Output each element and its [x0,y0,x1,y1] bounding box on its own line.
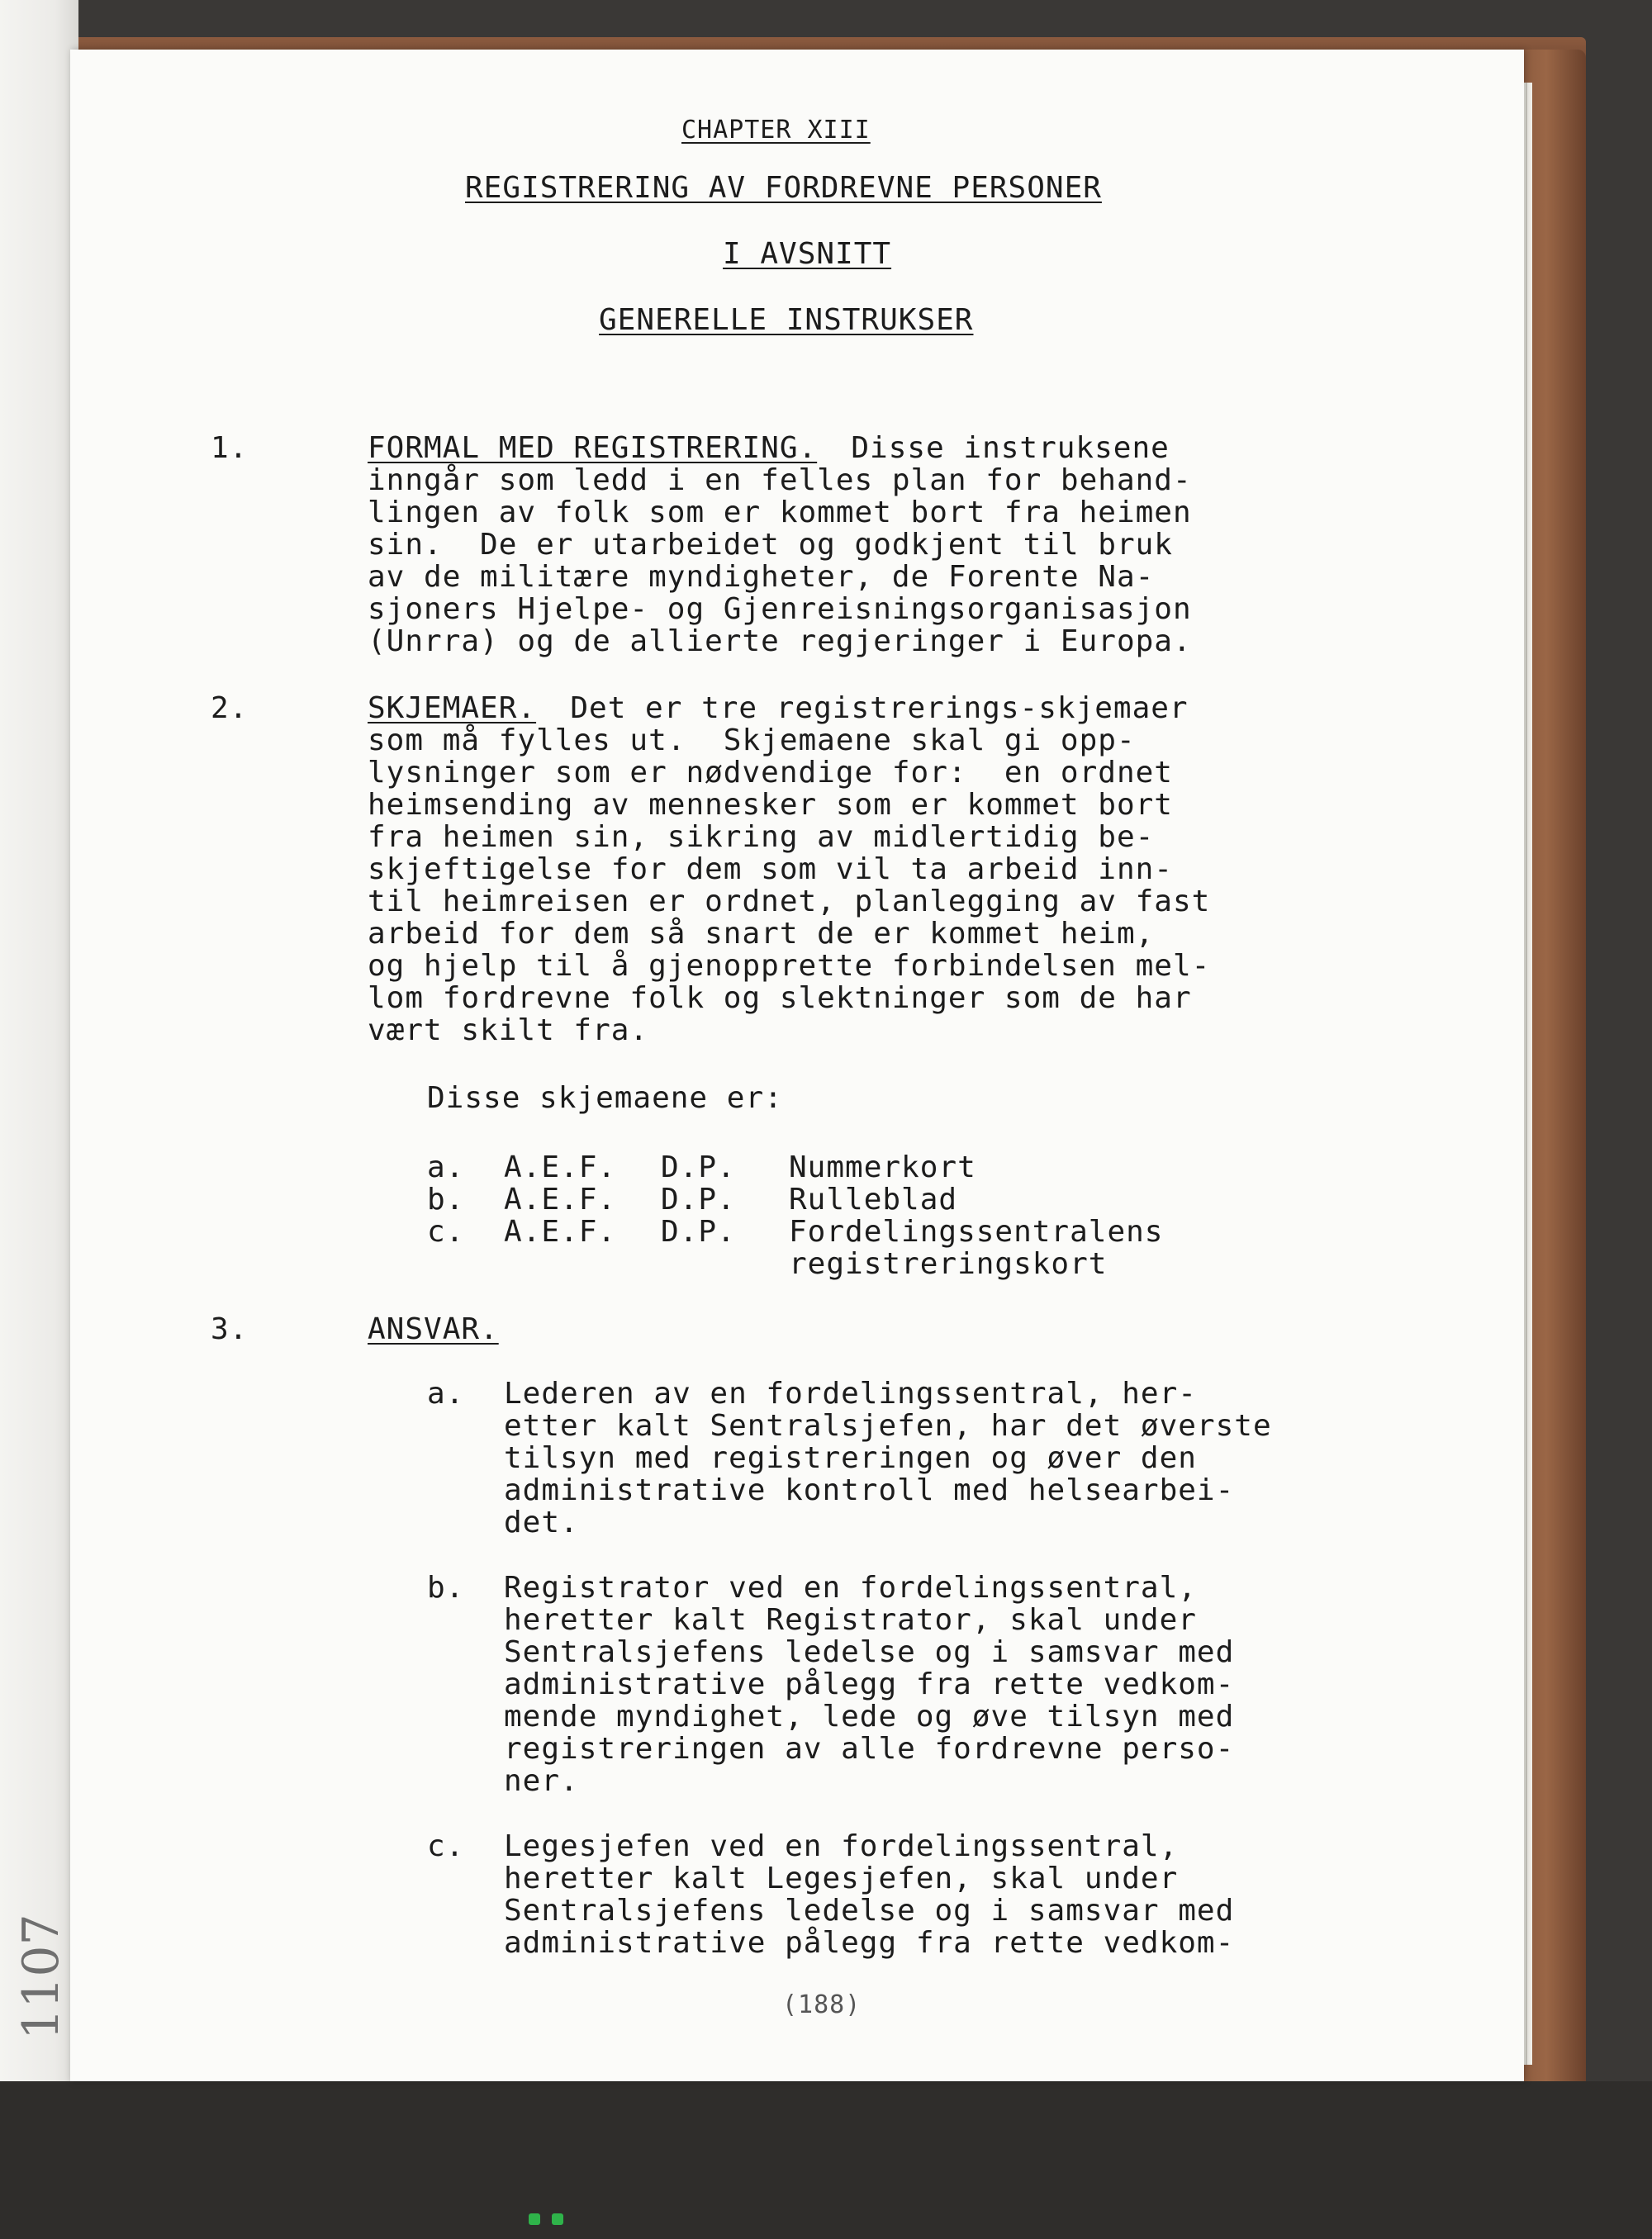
text-line: Sentralsjefens ledelse og i samsvar med [504,1894,1235,1928]
form-code: A.E.F. [504,1215,617,1249]
form-name: Nummerkort [789,1150,976,1184]
text-line: lysninger som er nødvendige for: en ordnet [368,756,1173,790]
section-subtitle: GENERELLE INSTRUKSER [599,303,974,337]
form-letter: c. [427,1215,465,1249]
text-line: sin. De er utarbeidet og godkjent til bruk [368,528,1173,562]
form-name: Rulleblad [789,1183,958,1217]
paragraph-number: 2. [211,691,249,725]
page-number: (188) [782,1990,862,2019]
text-line: sjoners Hjelpe- og Gjenreisningsorganisasjon [368,592,1192,626]
item-letter: b. [427,1571,465,1605]
text-line: av de militære myndigheter, de Forente Na- [368,560,1155,594]
text-line: skjeftigelse for dem som vil ta arbeid inn- [368,852,1173,886]
form-code: A.E.F. [504,1183,617,1217]
text-line: som må fylles ut. Skjemaene skal gi opp- [368,723,1136,757]
forms-intro: Disse skjemaene er: [427,1081,783,1115]
form-dp: D.P. [661,1150,736,1184]
form-name-continued: registreringskort [789,1247,1108,1281]
text-line: heretter kalt Legesjefen, skal under [504,1862,1179,1895]
form-dp: D.P. [661,1215,736,1249]
text-line: administrative pålegg fra rette vedkom- [504,1667,1235,1701]
form-code: A.E.F. [504,1150,617,1184]
margin-handwriting: 1107 [12,1914,70,2040]
form-dp: D.P. [661,1183,736,1217]
form-letter: b. [427,1183,465,1217]
text-line: arbeid for dem så snart de er kommet heim, [368,917,1155,951]
text-line: lom fordrevne folk og slektninger som de har [368,981,1192,1015]
text-line: ner. [504,1764,579,1798]
text-line: vært skilt fra. [368,1013,649,1047]
text-line: mende myndighet, lede og øve tilsyn med [504,1700,1235,1734]
marker-dot [529,2213,540,2225]
document-page [70,50,1524,2081]
text-line: heimsending av mennesker som er kommet bort [368,788,1173,822]
text-line: administrative pålegg fra rette vedkom- [504,1926,1235,1960]
text-line: Legesjefen ved en fordelingssentral, [504,1829,1179,1863]
text-line: (Unrra) og de allierte regjeringer i Europa. [368,624,1192,658]
paragraph-heading: ANSVAR. [368,1312,499,1346]
paragraph-heading: SKJEMAER. [368,691,537,725]
text-line: tilsyn med registreringen og øver den [504,1441,1197,1475]
paragraph-heading: FORMAL MED REGISTRERING. [368,431,818,465]
text-line: registreringen av alle fordrevne perso- [504,1732,1235,1766]
text-line: Lederen av en fordelingssentral, her- [504,1377,1197,1411]
paragraph-number: 1. [211,431,249,465]
text-line: heretter kalt Registrator, skal under [504,1603,1197,1637]
text-line: administrative kontroll med helsearbei- [504,1473,1235,1507]
background-surface [0,2081,1652,2239]
text-line: det. [504,1506,579,1539]
text-line: Disse instruksene [814,431,1170,465]
item-letter: c. [427,1829,465,1863]
text-line: Sentralsjefens ledelse og i samsvar med [504,1635,1235,1669]
form-letter: a. [427,1150,465,1184]
text-line: lingen av folk som er kommet bort fra heimen [368,496,1192,529]
text-line: inngår som ledd i en felles plan for behand- [368,463,1192,497]
marker-dot [552,2213,563,2225]
text-line: og hjelp til å gjenopprette forbindelsen mel- [368,949,1211,983]
text-line: fra heimen sin, sikring av midlertidig be- [368,820,1155,854]
paragraph-number: 3. [211,1312,249,1346]
item-letter: a. [427,1377,465,1411]
document-title: REGISTRERING AV FORDREVNE PERSONER [465,171,1102,205]
text-line: Det er tre registrerings-skjemaer [533,691,1189,725]
chapter-heading: CHAPTER XIII [681,116,871,145]
form-name: Fordelingssentralens [789,1215,1164,1249]
text-line: etter kalt Sentralsjefen, har det øverste [504,1409,1272,1443]
section-heading: I AVSNITT [723,237,892,271]
text-line: til heimreisen er ordnet, planlegging av fast [368,885,1211,918]
text-line: Registrator ved en fordelingssentral, [504,1571,1197,1605]
